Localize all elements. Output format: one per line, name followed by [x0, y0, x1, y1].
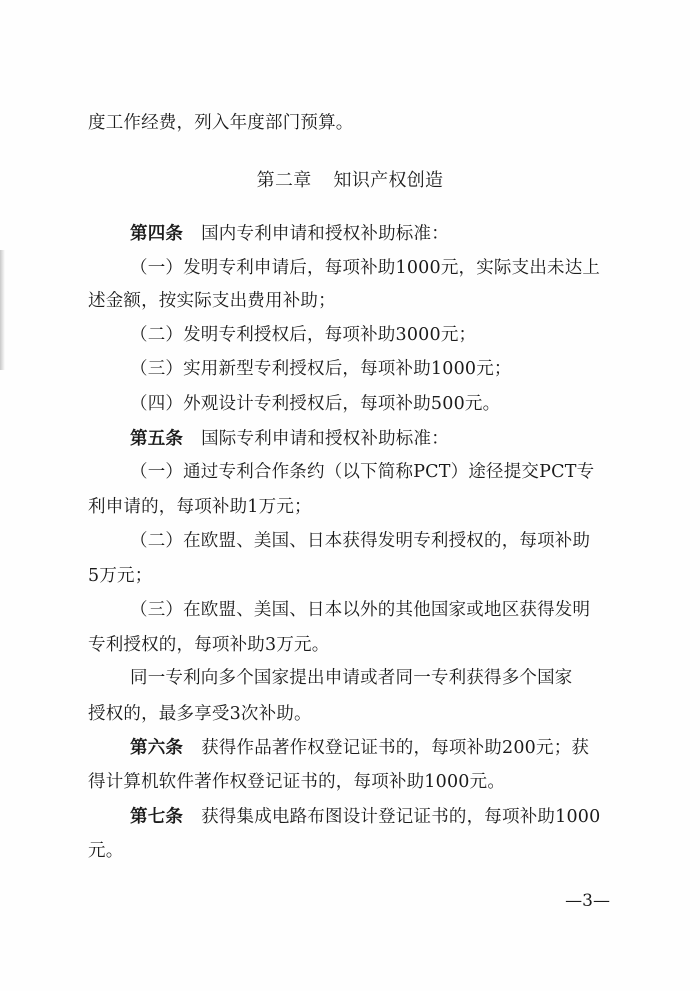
article-6	[130, 737, 589, 759]
text-line-7: （一）通过专利合作条约（以下简称PCT）途径提交PCT专	[130, 462, 595, 482]
article-5	[130, 428, 449, 450]
article-7-label: 第七条	[130, 807, 184, 827]
chapter-title: 知识产权创造	[333, 170, 444, 191]
article-7	[130, 806, 600, 828]
text-line-9: （二）在欧盟、美国、日本获得发明专利授权的，每项补助	[130, 531, 591, 551]
text-line-2: （一）发明专利申请后，每项补助1000元，实际支出未达上	[130, 258, 601, 278]
article-4	[130, 223, 449, 245]
text-line-6: （四）外观设计专利授权后，每项补助500元。	[130, 394, 501, 414]
text-line-16: 元。	[88, 841, 124, 861]
article-7-text: 获得集成电路布图设计登记证书的，每项补助1000	[201, 807, 601, 827]
article-4-text: 国内专利申请和授权补助标准：	[201, 224, 449, 244]
text-line-5: （三）实用新型专利授权后，每项补助1000元；	[130, 359, 512, 379]
text-line-1: 度工作经费，列入年度部门预算。	[88, 113, 354, 133]
text-line-10: 5万元；	[88, 566, 153, 586]
chapter-number: 第二章	[256, 170, 312, 191]
article-4-label: 第四条	[130, 224, 184, 244]
text-line-4: （二）发明专利授权后，每项补助3000元；	[130, 325, 477, 345]
scan-edge-shadow	[0, 250, 5, 370]
page-number: —3—	[565, 891, 610, 911]
article-5-text: 国际专利申请和授权补助标准：	[201, 429, 449, 449]
text-line-15: 得计算机软件著作权登记证书的，每项补助1000元。	[88, 772, 506, 792]
text-line-13: 同一专利向多个国家提出申请或者同一专利获得多个国家	[130, 668, 573, 688]
article-6-text: 获得作品著作权登记证书的，每项补助200元；获	[201, 738, 590, 758]
text-line-12: 专利授权的，每项补助3万元。	[88, 635, 330, 655]
text-line-11: （三）在欧盟、美国、日本以外的其他国家或地区获得发明	[130, 600, 591, 620]
text-line-3: 述金额，按实际支出费用补助；	[88, 291, 336, 311]
article-5-label: 第五条	[130, 429, 184, 449]
chapter-heading	[0, 170, 700, 192]
text-line-8: 利申请的，每项补助1万元；	[88, 497, 312, 517]
text-line-14: 授权的，最多享受3次补助。	[88, 704, 312, 724]
article-6-label: 第六条	[130, 738, 184, 758]
